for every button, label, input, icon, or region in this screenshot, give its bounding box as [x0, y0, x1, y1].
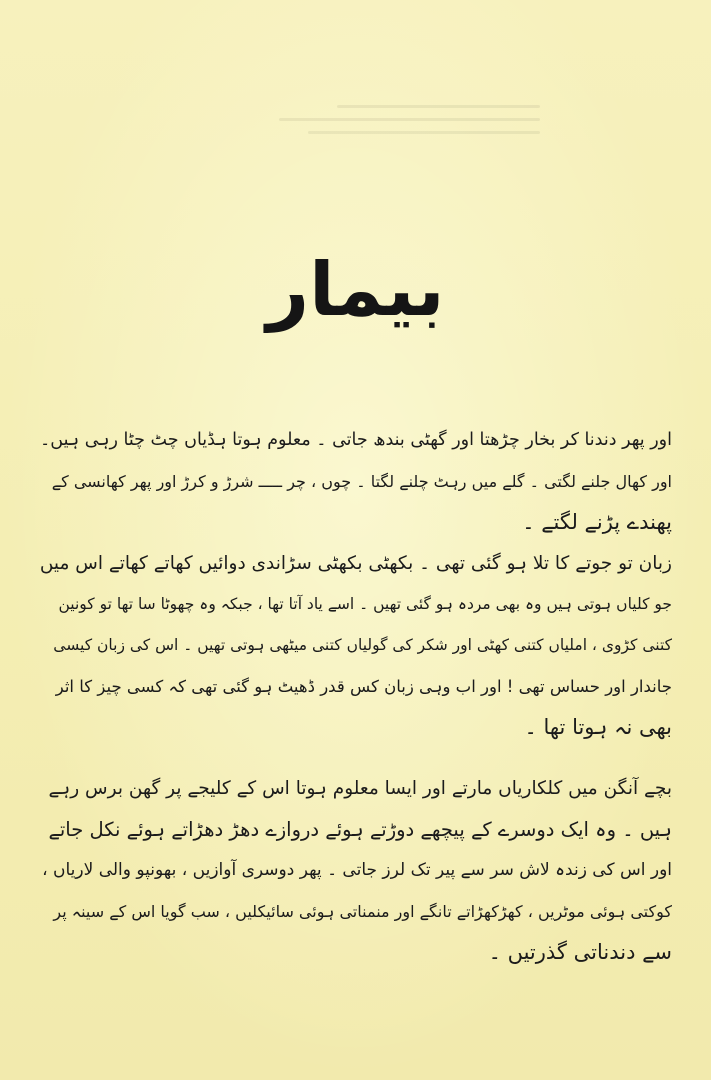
paragraph-line: جو کلیاں ہوتی ہیں وہ بھی مردہ ہو گئی تھیں ۔ اسے یاد آتا تھا ، جبکہ وہ چھوٹا سا تھا تو کونین — [58, 595, 672, 613]
paragraph-line: اور پھر دندنا کر بخار چڑھتا اور گھٹی بندھ جاتی ۔ معلوم ہوتا ہڈیاں چٹ چٹا رہی ہیں۔ — [40, 430, 672, 450]
paragraph-line: جاندار اور حساس تھی ! اور اب وہی زبان کس قدر ڈھیٹ ہو گئی تھی کہ کسی چیز کا اثر — [55, 677, 672, 696]
paragraph-line: سے دندناتی گذرتیں ۔ — [488, 940, 672, 964]
paragraph-line: بھی نہ ہوتا تھا ۔ — [524, 715, 672, 739]
chapter-title: بیمار — [266, 247, 445, 333]
paragraph-line: ہیں ۔ وہ ایک دوسرے کے پیچھے دوڑتے ہوئے دروازے دھڑ دھڑاتے ہوئے نکل جاتے — [48, 818, 672, 841]
paragraph-line: بچے آنگن میں کلکاریاں مارتے اور ایسا معلوم ہوتا اس کے کلیجے پر گھن برس رہے — [48, 778, 672, 799]
paragraph-line: اور کھال جلنے لگتی ۔ گلے میں رہٹ چلنے لگتا ۔ چوں ، چر ـــــ شرڑ و کرڑ اور پھر کھانسی کے — [51, 472, 672, 491]
show-through-text — [250, 95, 540, 155]
paragraph-3 — [40, 768, 672, 973]
paragraph-1 — [40, 420, 672, 543]
paragraph-line: زبان تو جوتے کا تلا ہو گئی تھی ۔ بکھٹی بکھٹی سڑاندی دوائیں کھاتے کھاتے اس میں — [39, 553, 672, 574]
paragraph-line: پھندے پڑنے لگتے ۔ — [522, 510, 672, 534]
paragraph-line: اور اس کی زندہ لاش سر سے پیر تک لرز جاتی ۔ پھر دوسری آوازیں ، بھونپو والی لاریاں ، — [42, 860, 672, 880]
paragraph-line: کوکتی ہوئی موٹریں ، کھڑکھڑاتے تانگے اور منمناتی ہوئی سائیکلیں ، سب گویا اس کے سینہ پر — [53, 902, 672, 921]
paragraph-2 — [40, 543, 672, 748]
paragraph-line: کتنی کڑوی ، املیاں کتنی کھٹی اور شکر کی گولیاں کتنی میٹھی ہوتی تھیں ۔ اس کی زبان کیسی — [53, 636, 672, 654]
